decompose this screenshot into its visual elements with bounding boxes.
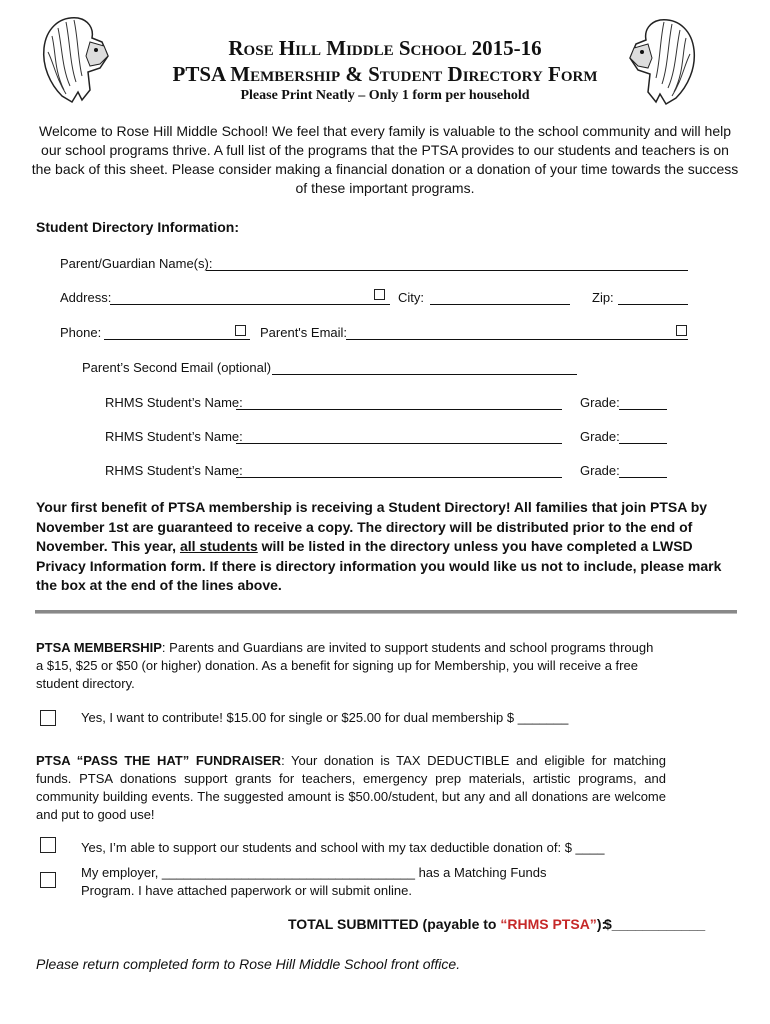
- address-privacy-checkbox[interactable]: [374, 289, 385, 300]
- phone-field[interactable]: [104, 339, 250, 340]
- return-instructions: Please return completed form to Rose Hill Middle School front office.: [36, 956, 461, 972]
- fundraiser-heading: PTSA “PASS THE HAT” FUNDRAISER: [36, 753, 282, 768]
- email-privacy-checkbox[interactable]: [676, 325, 687, 336]
- zip-field[interactable]: [618, 304, 688, 305]
- donation-option: Yes, I’m able to support our students and school with my tax deductible donation of: $ ____: [81, 840, 605, 855]
- address-label: Address:: [60, 290, 112, 305]
- membership-description: : Parents and Guardians are invited to support students and school programs through a $15, $25 or $50 (or higher) donation. As a benefit for signing up for Membership, you will receive a free student directory.: [36, 640, 654, 691]
- benefit-text-part2: will be listed in the directory unless you have completed a LWSD Privacy Information form. If there is directory information you would like us not to include, please mark the box at the end of the lines above.: [36, 538, 722, 593]
- membership-option: Yes, I want to contribute! $15.00 for single or $25.00 for dual membership $ _______: [81, 710, 569, 725]
- matching-funds-line2: Program. I have attached paperwork or will submit online.: [81, 883, 412, 898]
- student-name-label-1: RHMS Student’s Name:: [105, 395, 243, 410]
- guardian-label: Parent/Guardian Name(s):: [60, 256, 213, 271]
- email-field[interactable]: [346, 339, 688, 340]
- membership-text: [36, 639, 656, 693]
- city-label: City:: [398, 290, 424, 305]
- grade-field-1[interactable]: [619, 409, 667, 410]
- membership-heading: PTSA MEMBERSHIP: [36, 640, 162, 655]
- directory-benefit-text: [36, 498, 736, 596]
- city-field[interactable]: [430, 304, 570, 305]
- fundraiser-description: : Your donation is TAX DEDUCTIBLE and eligible for matching funds. PTSA donations support grants for teachers, emergency prep materials, artistic programs, and community building events. The suggested amount is $50.00/student, but any and all donations are welcome and put to good use!: [36, 753, 666, 822]
- total-label-end: ):: [596, 916, 607, 932]
- student-name-field-3[interactable]: [236, 477, 562, 478]
- second-email-label: Parent’s Second Email (optional): [82, 360, 272, 375]
- second-email-field[interactable]: [272, 374, 577, 375]
- phone-label: Phone:: [60, 325, 102, 340]
- student-name-label-3: RHMS Student’s Name:: [105, 463, 243, 478]
- grade-field-2[interactable]: [619, 443, 667, 444]
- form-title: Rose Hill Middle School 2015-16: [228, 36, 542, 60]
- fundraiser-text: [36, 752, 666, 824]
- zip-label: Zip:: [592, 290, 614, 305]
- student-name-field-1[interactable]: [236, 409, 562, 410]
- total-label-text: TOTAL SUBMITTED (payable to: [288, 916, 501, 932]
- grade-field-3[interactable]: [619, 477, 667, 478]
- phone-privacy-checkbox[interactable]: [235, 325, 246, 336]
- membership-checkbox[interactable]: [40, 710, 56, 726]
- matching-funds-line1: My employer, ___________________________________ has a Matching Funds: [81, 865, 547, 880]
- email-label: Parent's Email:: [260, 325, 348, 340]
- total-payee: “RHMS PTSA”: [500, 916, 597, 932]
- address-field[interactable]: [110, 304, 390, 305]
- section-divider: [35, 610, 737, 614]
- grade-label-3: Grade:: [580, 463, 620, 478]
- matching-funds-checkbox[interactable]: [40, 872, 56, 888]
- directory-heading: Student Directory Information:: [36, 219, 240, 235]
- welcome-text: Welcome to Rose Hill Middle School! We feel that every family is valuable to the school community and will help our school programs thrive. A full list of the programs that the PTSA provides to our students and teachers is on the back of this sheet. Please consider making a financial donation or a donation of your time towards the success of these important programs.: [31, 123, 739, 196]
- form-subtitle: PTSA Membership & Student Directory Form: [172, 62, 598, 86]
- student-name-label-2: RHMS Student’s Name:: [105, 429, 243, 444]
- grade-label-1: Grade:: [580, 395, 620, 410]
- benefit-underlined: all students: [179, 538, 258, 554]
- print-instructions: Please Print Neatly – Only 1 form per household: [240, 88, 530, 103]
- grade-label-2: Grade:: [580, 429, 620, 444]
- total-amount-field[interactable]: $____________: [604, 916, 706, 932]
- guardian-field[interactable]: [206, 270, 688, 271]
- student-name-field-2[interactable]: [236, 443, 562, 444]
- total-label: [288, 916, 606, 932]
- donation-checkbox[interactable]: [40, 837, 56, 853]
- benefit-text-part1: Your first benefit of PTSA membership is receiving a Student Directory! All families that join PTSA by November 1st are guaranteed to receive a copy. The directory will be distributed prior to the end of November. This year,: [36, 499, 708, 554]
